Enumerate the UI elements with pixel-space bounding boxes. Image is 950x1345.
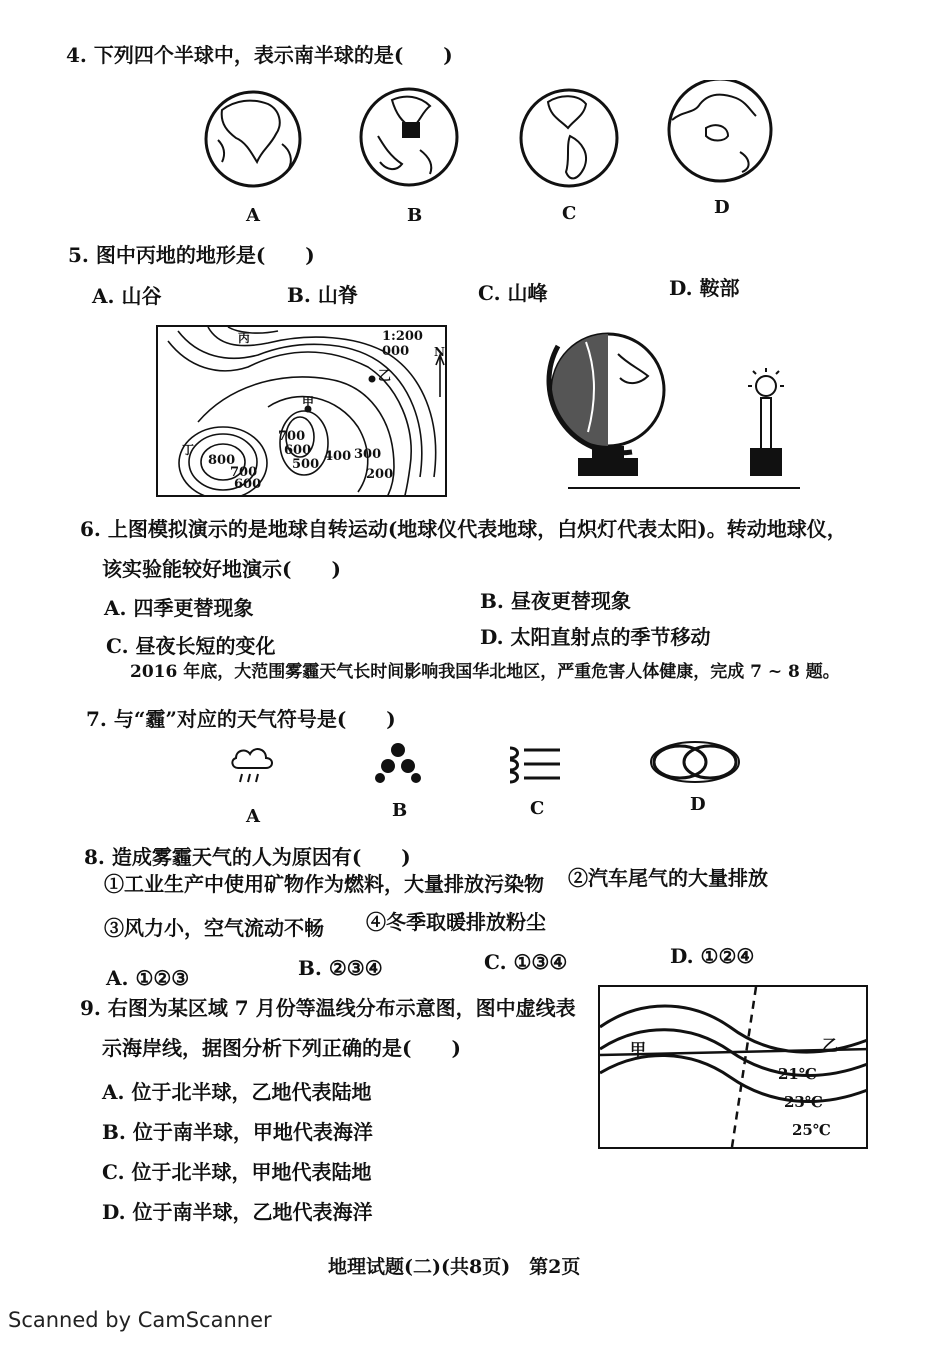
contour-500: 500	[292, 457, 320, 472]
q6-option-a: A. 四季更替现象	[104, 596, 254, 620]
q5-option-b: B. 山脊	[287, 283, 358, 307]
place-jia: 甲	[302, 395, 315, 409]
q5-option-a: A. 山谷	[92, 284, 162, 308]
q6-stem-line2: 该实验能较好地演示( )	[102, 557, 341, 581]
q6-option-d: D. 太阳直射点的季节移动	[480, 625, 711, 649]
contour-600-right: 600	[284, 443, 312, 458]
hemisphere-label-c: C	[562, 203, 577, 224]
q9-option-d: D. 位于南半球，乙地代表海洋	[102, 1200, 373, 1224]
q5-stem: 5. 图中丙地的地形是( )	[68, 243, 315, 267]
q5-option-d: D. 鞍部	[669, 276, 740, 300]
q6-stem-line1: 6. 上图模拟演示的是地球自转运动(地球仪代表地球，白炽灯代表太阳)。转动地球仪，	[80, 517, 847, 541]
hemisphere-label-a: A	[246, 205, 260, 226]
q8-option-d: D. ①②④	[670, 944, 755, 968]
contour-700-left: 700	[230, 465, 258, 480]
q9-option-a: A. 位于北半球，乙地代表陆地	[102, 1080, 372, 1104]
q8-statement-1: ①工业生产中使用矿物作为燃料，大量排放污染物	[104, 872, 544, 896]
hemisphere-d-icon	[669, 80, 771, 181]
q9-option-c: C. 位于北半球，甲地代表陆地	[102, 1160, 372, 1184]
isotherm-place-jia: 甲	[630, 1040, 647, 1059]
weather-label-c: C	[530, 798, 545, 819]
q6-option-c: C. 昼夜长短的变化	[106, 634, 276, 658]
intro-7-8: 2016 年底，大范围雾霾天气长时间影响我国华北地区，严重危害人体健康，完成 7 ~ 8 题。	[130, 662, 840, 682]
contour-600-left: 600	[234, 477, 262, 492]
hemisphere-a-icon	[206, 92, 300, 186]
weather-label-b: B	[392, 800, 408, 821]
map-scale: 1:200 000	[382, 329, 423, 359]
rain-cloud-icon	[232, 749, 272, 782]
place-ding: 丁	[182, 443, 195, 457]
fog-icon	[651, 742, 739, 782]
lamp-icon	[748, 368, 784, 476]
q5-option-c: C. 山峰	[478, 281, 548, 305]
contour-200: 200	[366, 467, 394, 482]
q8-option-c: C. ①③④	[484, 950, 568, 974]
haze-icon	[510, 748, 560, 782]
q8-statement-3: ③风力小，空气流动不畅	[104, 916, 324, 940]
contour-800: 800	[208, 453, 236, 468]
q8-statement-4: ④冬季取暖排放粉尘	[366, 910, 546, 934]
weather-label-d: D	[690, 794, 706, 815]
weather-label-a: A	[246, 806, 260, 827]
isotherm-place-yi: 乙	[822, 1036, 839, 1055]
isotherm-map	[598, 985, 868, 1149]
hemisphere-b-icon	[361, 89, 457, 185]
isotherm-25: 25℃	[792, 1121, 831, 1139]
hemisphere-label-d: D	[714, 197, 730, 218]
north-arrow-icon	[436, 355, 444, 397]
q9-option-b: B. 位于南半球，甲地代表海洋	[102, 1120, 373, 1144]
scanner-watermark: Scanned by CamScanner	[8, 1308, 272, 1332]
q8-stem: 8. 造成雾霾天气的人为原因有( )	[84, 845, 411, 869]
hemisphere-label-b: B	[407, 205, 423, 226]
q8-option-a: A. ①②③	[106, 966, 190, 990]
contour-map	[156, 325, 447, 497]
place-bing: 丙	[238, 331, 251, 345]
q7-stem: 7. 与“霾”对应的天气符号是( )	[86, 707, 396, 731]
hemisphere-figures	[0, 80, 950, 310]
q6-option-b: B. 昼夜更替现象	[480, 589, 631, 613]
weather-symbols	[220, 738, 780, 798]
isotherm-21: 21℃	[778, 1065, 817, 1083]
isotherm-23: 23℃	[784, 1093, 823, 1111]
hemisphere-c-icon	[521, 90, 617, 186]
q9-stem-line1: 9. 右图为某区域 7 月份等温线分布示意图，图中虚线表	[80, 996, 576, 1020]
contour-400: 400	[324, 449, 352, 464]
coastline-dashed	[732, 987, 756, 1147]
place-yi: 乙	[378, 369, 392, 384]
globe-lamp-figure	[528, 324, 808, 494]
q9-stem-line2: 示海岸线，据图分析下列正确的是( )	[102, 1036, 461, 1060]
q8-statement-2: ②汽车尾气的大量排放	[568, 866, 768, 890]
q4-stem: 4. 下列四个半球中，表示南半球的是( )	[66, 43, 453, 67]
contour-700-right: 700	[278, 429, 306, 444]
page-footer: 地理试题(二)(共8页) 第2页	[328, 1256, 581, 1278]
map-north: N	[434, 345, 445, 359]
contour-300: 300	[354, 447, 382, 462]
snowflake-icon	[375, 743, 421, 783]
globe-icon	[549, 334, 664, 476]
q8-option-b: B. ②③④	[298, 956, 383, 980]
